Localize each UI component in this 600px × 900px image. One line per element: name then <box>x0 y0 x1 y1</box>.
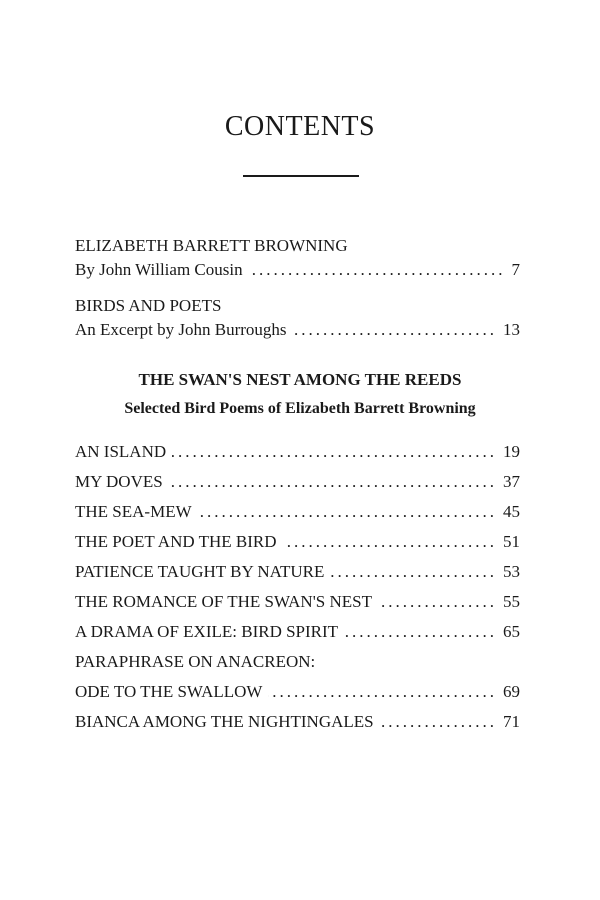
toc-poem-row[interactable] <box>75 470 520 500</box>
toc-page-number: 69 <box>503 682 520 701</box>
toc-poem-title: ODE TO THE SWALLOW <box>75 682 263 701</box>
toc-entry-title-line <box>75 294 520 318</box>
toc-page-number: 51 <box>503 532 520 551</box>
toc-poem-title: PATIENCE TAUGHT BY NATURE <box>75 562 325 581</box>
toc-page-number: 13 <box>503 320 520 339</box>
toc-poem-title: AN ISLAND <box>75 442 167 461</box>
toc-poem-title: THE SEA-MEW <box>75 502 192 521</box>
toc-entry-title: BIRDS AND POETS <box>75 296 222 315</box>
toc-poem-list <box>75 440 520 740</box>
toc-leader-dots <box>344 620 497 644</box>
toc-poem-title: THE POET AND THE BIRD <box>75 532 277 551</box>
toc-page-number: 55 <box>503 592 520 611</box>
toc-page-number: 71 <box>503 712 520 731</box>
toc-poem-row[interactable] <box>75 440 520 470</box>
toc-poem-row[interactable] <box>75 620 520 650</box>
toc-page-number: 7 <box>511 260 520 279</box>
toc-entry-title-line <box>75 234 520 258</box>
toc-poem-title: A DRAMA OF EXILE: BIRD SPIRIT <box>75 622 339 641</box>
section-title: THE SWAN'S NEST AMONG THE REEDS <box>138 370 462 389</box>
toc-page-number: 53 <box>503 562 520 581</box>
toc-page-number: 45 <box>503 502 520 521</box>
toc-leader-dots <box>249 258 506 282</box>
toc-poem-title: THE ROMANCE OF THE SWAN'S NEST <box>75 592 372 611</box>
toc-poem-row[interactable] <box>75 530 520 560</box>
toc-poem-row[interactable] <box>75 680 520 710</box>
toc-leader-dots <box>293 318 497 342</box>
toc-poem-row[interactable] <box>75 560 520 590</box>
toc-leader-dots <box>380 710 497 734</box>
toc-leader-dots <box>268 680 497 704</box>
toc-page-number: 19 <box>503 442 520 461</box>
toc-poem-title: MY DOVES <box>75 472 163 491</box>
toc-entry-subtitle: An Excerpt by John Burroughs <box>75 320 287 339</box>
toc-page-number: 37 <box>503 472 520 491</box>
toc-poem-row[interactable] <box>75 500 520 530</box>
toc-poem-row[interactable] <box>75 590 520 620</box>
toc-entry-burroughs[interactable] <box>75 294 520 342</box>
toc-entry-subtitle: By John William Cousin <box>75 260 243 279</box>
toc-leader-dots <box>378 590 497 614</box>
toc-poem-title: BIANCA AMONG THE NIGHTINGALES <box>75 712 374 731</box>
toc-page-number: 65 <box>503 622 520 641</box>
toc-leader-dots <box>283 530 498 554</box>
toc-poem-row[interactable] <box>75 650 520 680</box>
toc-leader-dots <box>330 560 497 584</box>
toc-entry-subtitle-line <box>75 258 520 282</box>
toc-entry-cousin[interactable] <box>75 234 520 282</box>
toc-entry-title: ELIZABETH BARRETT BROWNING <box>75 236 348 255</box>
page-title: CONTENTS <box>224 111 376 142</box>
title-divider <box>243 175 359 177</box>
section-subtitle: Selected Bird Poems of Elizabeth Barrett Browning <box>124 400 476 417</box>
toc-entry-subtitle-line <box>75 318 520 342</box>
toc-leader-dots <box>172 440 497 464</box>
toc-leader-dots <box>169 470 497 494</box>
toc-poem-title: PARAPHRASE ON ANACREON: <box>75 652 316 671</box>
toc-poem-row[interactable] <box>75 710 520 740</box>
toc-leader-dots <box>198 500 497 524</box>
